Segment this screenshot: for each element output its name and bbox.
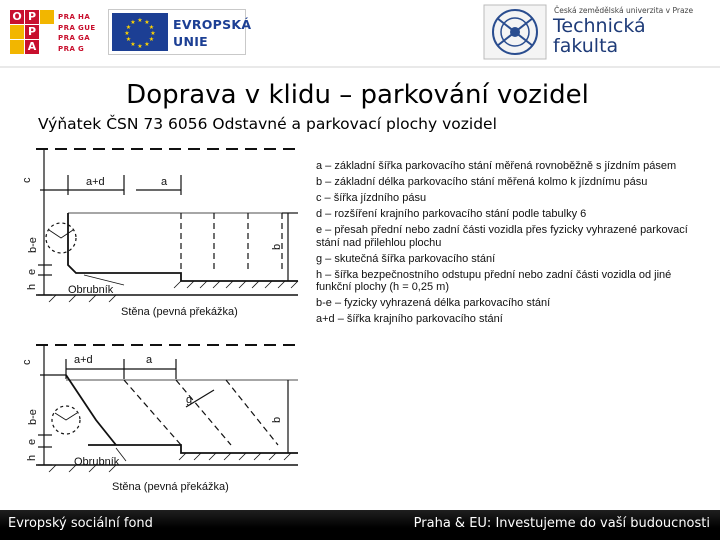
label-wall: Stěna (pevná překážka) (112, 481, 229, 493)
label-h: h (26, 283, 38, 290)
university-name: Česká zemědělská univerzita v Praze (554, 6, 694, 15)
label-e: e (26, 438, 38, 445)
first-stall-edge (66, 375, 116, 445)
svg-text:★: ★ (137, 18, 143, 24)
footer-left-text: Evropský sociální fond (8, 516, 153, 531)
faculty-name-line-1: Technická (553, 15, 646, 37)
legend-item-a-d: a+d – šířka krajního parkovacího stání (316, 313, 503, 326)
legend-item-a: a – základní šířka parkovacího stání měřená rovnoběžně s jízdním pásem (316, 160, 677, 172)
curb-outline (88, 445, 298, 453)
eu-logo (108, 9, 252, 55)
praha-cell: PRA (58, 23, 76, 32)
opp-yellow-block-2 (10, 25, 24, 39)
label-c: c (21, 359, 33, 365)
opp-logo (10, 10, 54, 54)
label-curb: Obrubník (74, 456, 120, 468)
praha-cell: PRA (58, 44, 76, 53)
label-e: e (26, 268, 38, 275)
slide-title: Doprava v klidu – parkování vozidel (126, 80, 589, 110)
opp-yellow-block-3 (10, 40, 24, 54)
svg-text:★: ★ (124, 31, 130, 37)
legend-item-b: b – základní délka parkovacího stání měřená kolmo k jízdnímu pásu (316, 175, 648, 188)
eu-text-line-1: EVROPSKÁ (173, 17, 252, 32)
label-a: a (161, 176, 168, 188)
svg-text:★: ★ (125, 37, 132, 43)
opp-letter-3: P (25, 25, 39, 39)
svg-text:★: ★ (137, 44, 143, 50)
svg-text:★: ★ (148, 25, 155, 31)
label-curb: Obrubník (68, 284, 114, 296)
stall-divider (124, 380, 181, 445)
footer-bar (0, 510, 720, 540)
svg-text:★: ★ (148, 37, 155, 43)
label-h: h (26, 454, 38, 461)
car-wheel-icon (55, 413, 77, 420)
eu-stars (112, 13, 168, 51)
svg-text:★: ★ (144, 42, 150, 48)
eu-flag-icon (112, 13, 168, 51)
praha-cell: PRA (58, 34, 76, 42)
legend-item-b-e: b-e – fyzicky vyhrazená délka parkovacího stání (316, 297, 551, 310)
svg-text:★: ★ (150, 31, 156, 37)
car-wheel-icon (49, 230, 73, 238)
legend-item-g: g – skutečná šířka parkovacího stání (316, 252, 496, 265)
faculty-name-line-2: fakulta (553, 35, 619, 57)
praha-cell: HA (78, 13, 91, 21)
curb-outline (68, 213, 298, 281)
label-b: b (271, 243, 283, 250)
eu-text-line-2: UNIE (173, 34, 209, 49)
opp-letter-1: O (10, 10, 24, 24)
opp-yellow-block (40, 10, 54, 24)
label-a: a (146, 354, 153, 366)
label-a-d: a+d (86, 176, 105, 188)
svg-text:★: ★ (144, 20, 150, 26)
diagram-angled-parking (16, 335, 306, 505)
svg-text:★: ★ (125, 25, 132, 31)
label-b: b (271, 416, 283, 423)
stall-divider (176, 380, 231, 445)
legend-item-d: d – rozšíření krajního parkovacího stání podle tabulky 6 (316, 207, 587, 220)
label-wall: Stěna (pevná překážka) (121, 306, 238, 318)
praha-wordmark (58, 12, 98, 54)
slide-subtitle: Výňatek ČSN 73 6056 Odstavné a parkovací plochy vozidel (38, 115, 497, 133)
legend-item-e: e – přesah přední nebo zadní části vozidla přes fyzicky vyhrazené parkovací stání nad přilehlou plochu (316, 223, 688, 249)
symbol-legend (316, 160, 690, 329)
header-bar (0, 0, 720, 64)
opp-letter-4: A (25, 40, 39, 54)
label-g: g (186, 394, 193, 406)
stall-divider (226, 380, 278, 445)
label-b-e: b-e (27, 237, 39, 253)
label-a-d: a+d (74, 354, 93, 366)
footer-right-text: Praha & EU: Investujeme do vaší budoucnosti (413, 516, 710, 531)
label-c: c (21, 177, 33, 183)
faculty-seal-icon (483, 4, 547, 60)
svg-text:★: ★ (130, 42, 136, 48)
svg-text:★: ★ (130, 20, 136, 26)
legend-item-c: c – šířka jízdního pásu (316, 191, 427, 204)
legend-item-h: h – šířka bezpečnostního odstupu přední nebo zadní části vozidla od jiné funkční plochy (h = 0,25 m) (316, 268, 672, 294)
praha-cell: G (78, 44, 85, 53)
label-b-e: b-e (27, 409, 39, 425)
praha-cell: PRA (58, 13, 76, 21)
praha-cell: GUE (78, 23, 96, 32)
header-divider (0, 66, 720, 68)
diagram-perpendicular-parking (16, 135, 306, 330)
opp-letter-2: P (25, 10, 39, 24)
praha-cell: GA (78, 34, 91, 42)
